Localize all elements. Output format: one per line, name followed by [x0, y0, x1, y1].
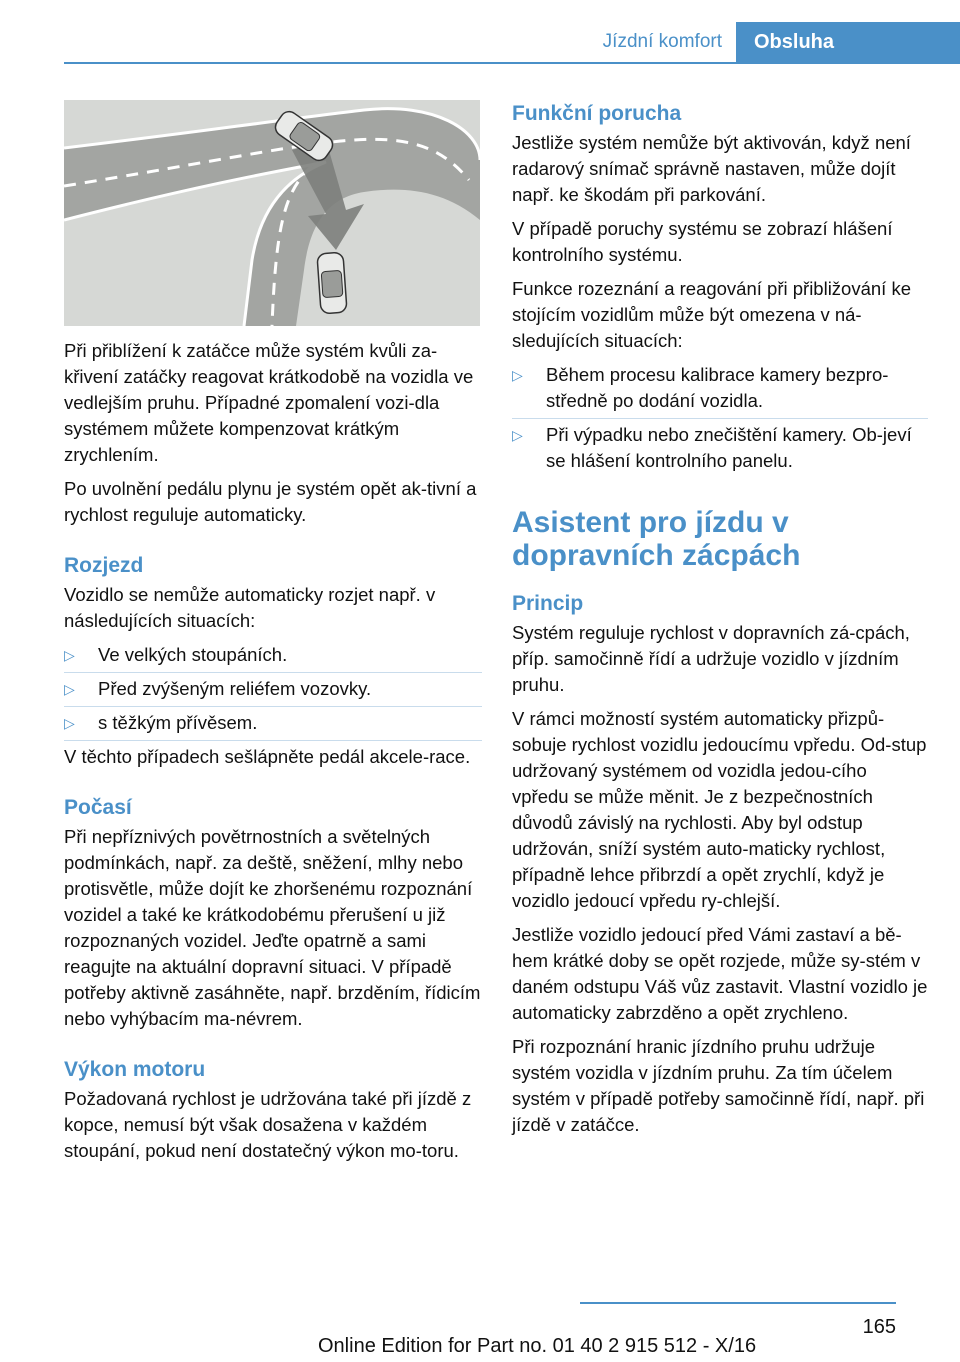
porucha-paragraph-3: Funkce rozeznání a reagování při přibližování ke stojícím vozidlům může být omezena v ná‐sledujících situacích: — [512, 278, 911, 351]
princip-paragraph-1: Systém reguluje rychlost v dopravních zá‐cpách, příp. samočinně řídí a udržuje vozidlo v jízdním pruhu. — [512, 622, 910, 695]
list-item: ▷ Před zvýšeným reliéfem vozovky. — [64, 676, 482, 702]
porucha-paragraph-1: Jestliže systém nemůže být aktivován, když není radarový snímač správně nastaven, může dojít např. ke škodám při parkování. — [512, 132, 911, 205]
page-number: 165 — [862, 1316, 896, 1338]
right-column — [512, 100, 928, 1146]
porucha-paragraph-2: V případě poruchy systému se zobrazí hlášení kontrolního systému. — [512, 218, 893, 265]
figure-caption-paragraph-2: Po uvolnění pedálu plynu je systém opět ak‐tivní a rychlost reguluje automaticky. — [64, 478, 477, 525]
triangle-bullet-icon: ▷ — [512, 427, 523, 443]
left-column — [64, 100, 482, 1172]
heading-princip: Princip — [512, 592, 584, 615]
princip-paragraph-3: Jestliže vozidlo jedoucí před Vámi zastaví a bě‐hem krátké doby se opět rozjede, může sy‐stém v daném odstupu Váš vůz zastavit. Vlastní vozidlo je automaticky zabrzděno a opět zrychleno. — [512, 924, 928, 1023]
heading-pocasi: Počasí — [64, 796, 132, 819]
header-section-title: Jízdní komfort — [602, 31, 722, 52]
triangle-bullet-icon: ▷ — [64, 647, 75, 663]
heading-vykon-motoru: Výkon motoru — [64, 1058, 206, 1081]
princip-paragraph-4: Při rozpoznání hranic jízdního pruhu udržuje systém vozidla v jízdním pruhu. Za tím účelem systém v případě potřeby samočinně řídí, např. při jízdě v zatáčce. — [512, 1036, 925, 1135]
list-item: ▷ Ve velkých stoupáních. — [64, 642, 482, 668]
heading-funkcni-porucha: Funkční porucha — [512, 102, 682, 125]
list-item: ▷ Při výpadku nebo znečištění kamery. Ob‐jeví se hlášení kontrolního panelu. — [512, 424, 912, 471]
header-chapter-tab: Obsluha — [736, 22, 960, 62]
rozjezd-outro: V těchto případech sešlápněte pedál akcele‐race. — [64, 746, 471, 767]
pocasi-text: Při nepříznivých povětrnostních a světelných podmínkách, např. za deště, sněžení, mlhy nebo protisvětle, může dojít ke zhoršenému rozpoznání vozidel a také ke krátkodobému přerušení u již rozpoznaných vozidel. Jeďte opatrně a sami reagujte na aktuální dopravní situaci. V případě potřeby aktivně zasáhněte, např. brzděním, řídicím nebo vyhýbacím ma‐névrem. — [64, 826, 481, 1029]
footer-rule — [580, 1302, 896, 1304]
list-item: ▷ Během procesu kalibrace kamery bezpro‐středně po dodání vozidla. — [512, 362, 928, 414]
header-rule — [64, 62, 960, 64]
vykon-text: Požadovaná rychlost je udržována také při jízdě z kopce, nemusí být však dosažena v každém stoupání, pokud není dostatečný výkon mo‐toru. — [64, 1088, 472, 1161]
online-edition-text: Online Edition for Part no. 01 40 2 915 512 - X/16 — [318, 1335, 757, 1357]
curve-road-two-cars-illustration — [64, 100, 480, 326]
triangle-bullet-icon: ▷ — [512, 367, 523, 383]
figure-caption-paragraph-1: Při přiblížení k zatáčce může systém kvůli za‐křivení zatáčky reagovat krátkodobě na vozidla ve vedlejším pruhu. Případné zpomalení vozi‐dla systémem můžete kompenzovat krátkým zrychlením. — [64, 340, 474, 465]
section-title-asistent: Asistent pro jízdu v dopravních zácpách — [512, 506, 801, 572]
triangle-bullet-icon: ▷ — [64, 715, 75, 731]
princip-paragraph-2: V rámci možností systém automaticky přizpů‐sobuje rychlost vozidlu jedoucímu vpředu. Od‐stup udržovaný systémem od vozidla jedou‐cího vpředu se může měnit. Je z bezpečnostních důvodů závislý na rychlosti. Aby byl odstup udržován, sníží systém auto‐maticky rychlost, případně lehce přibrzdí a opět zrychlí, když je vozidlo jedoucí vpředu ry‐chlejší. — [512, 708, 927, 911]
porucha-list — [512, 362, 928, 474]
list-item: ▷ s těžkým přívěsem. — [64, 710, 482, 736]
heading-rozjezd: Rozjezd — [64, 554, 144, 577]
triangle-bullet-icon: ▷ — [64, 681, 75, 697]
rozjezd-list — [64, 642, 482, 736]
rozjezd-intro: Vozidlo se nemůže automaticky rozjet např. v následujících situacích: — [64, 584, 436, 631]
